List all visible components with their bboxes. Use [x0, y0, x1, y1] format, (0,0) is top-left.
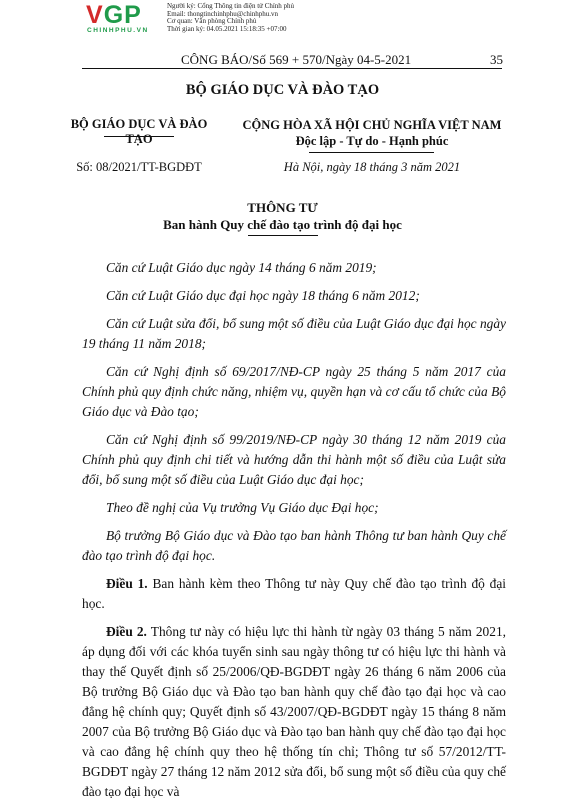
document-body	[82, 258, 506, 810]
ministry-title: BỘ GIÁO DỤC VÀ ĐÀO TẠO	[185, 82, 380, 98]
preamble-paragraph: Bộ trưởng Bộ Giáo dục và Đào tạo ban hành Thông tư ban hành Quy chế đào tạo trình độ đại học.	[82, 528, 506, 563]
preamble-paragraph: Theo đề nghị của Vụ trưởng Vụ Giáo dục Đại học;	[106, 500, 379, 515]
nation-name: CỘNG HÒA XÃ HỘI CHỦ NGHĨA VIỆT NAM	[242, 118, 502, 132]
document-subject: Ban hành Quy chế đào tạo trình độ đại học	[163, 217, 402, 232]
digital-signature-block	[167, 3, 294, 33]
page-number: 35	[490, 52, 503, 67]
logo-letter-v: V	[86, 1, 104, 29]
article-2-label: Điều 2.	[106, 624, 147, 639]
article-1-text: Ban hành kèm theo Thông tư này Quy chế đào tạo trình độ đại học.	[82, 576, 506, 611]
article-2	[82, 622, 506, 802]
document-type: THÔNG TƯ	[247, 200, 318, 215]
article-1-label: Điều 1.	[106, 576, 148, 591]
article-2-text: Thông tư này có hiệu lực thi hành từ ngày 03 tháng 5 năm 2021, áp dụng đối với các khóa tuyển sinh sau ngày thông tư có hiệu lực thi hành và thay thế Quyết định số 25/2006/QĐ-BGDĐT ngày 26 tháng 6 năm 2006 của Bộ trưởng Bộ Giáo dục và Đào tạo ban hành quy chế đào tạo đại học và cao đẳng hệ chính quy; Quyết định số 43/2007/QĐ-BGDĐT ngày 15 tháng 8 năm 2007 của Bộ trưởng Bộ Giáo dục và Đào tạo ban hành quy chế đào tạo đại học và cao đẳng hệ chính quy theo hệ thống tín chỉ; Thông tư số 57/2012/TT-BGDĐT ngày 27 tháng 12 năm 2012 sửa đổi, bổ sung một số điều của quy chế đào tạo đại học và	[82, 624, 506, 799]
national-header	[239, 117, 505, 149]
issuer-name: BỘ GIÁO DỤC VÀ ĐÀO TẠO	[70, 117, 208, 146]
preamble-paragraph: Căn cứ Luật Giáo dục ngày 14 tháng 6 năm 2019;	[106, 260, 377, 275]
logo-letter-p: P	[124, 1, 142, 29]
preamble-paragraph: Căn cứ Luật Giáo dục đại học ngày 18 tháng 6 năm 2012;	[106, 288, 420, 303]
place-and-date: Hà Nội, ngày 18 tháng 3 năm 2021	[283, 160, 461, 174]
article-1	[82, 574, 506, 614]
issuer-underline	[104, 136, 174, 137]
signature-email: Email: thongtinchinhphu@chinhphu.vn	[167, 9, 279, 18]
preamble-paragraph: Căn cứ Nghị định số 69/2017/NĐ-CP ngày 25 tháng 5 năm 2017 của Chính phủ quy định chức năng, nhiệm vụ, quyền hạn và cơ cấu tổ chức của Bộ Giáo dục và Đào tạo;	[82, 364, 506, 419]
logo-subtitle: CHINHPHU.VN	[87, 27, 149, 34]
signature-agency: Cơ quan: Văn phòng Chính phủ	[167, 17, 257, 26]
gazette-title: CÔNG BÁO/Số 569 + 570/Ngày 04-5-2021	[181, 52, 412, 67]
signature-signer: Người ký: Cổng Thông tin điện tử Chính phủ	[167, 2, 295, 10]
gazette-divider	[82, 68, 502, 69]
preamble-paragraph: Căn cứ Nghị định số 99/2019/NĐ-CP ngày 30 tháng 12 năm 2019 của Chính phủ quy định chi tiết và hướng dẫn thi hành một số điều của Luật sửa đổi, bổ sung một số điều của Luật Giáo dục đại học;	[82, 432, 506, 487]
motto-underline	[309, 152, 434, 153]
preamble-paragraph: Căn cứ Luật sửa đổi, bổ sung một số điều của Luật Giáo dục đại học ngày 19 tháng 11 năm 2018;	[82, 316, 506, 351]
logo-letter-g: G	[103, 1, 125, 29]
signature-time: Thời gian ký: 04.05.2021 15:18:35 +07:00	[167, 24, 287, 33]
document-number: Số: 08/2021/TT-BGDĐT	[76, 160, 202, 174]
national-motto: Độc lập - Tự do - Hạnh phúc	[295, 134, 449, 148]
subject-underline	[248, 235, 318, 236]
logo-letters	[86, 2, 142, 28]
